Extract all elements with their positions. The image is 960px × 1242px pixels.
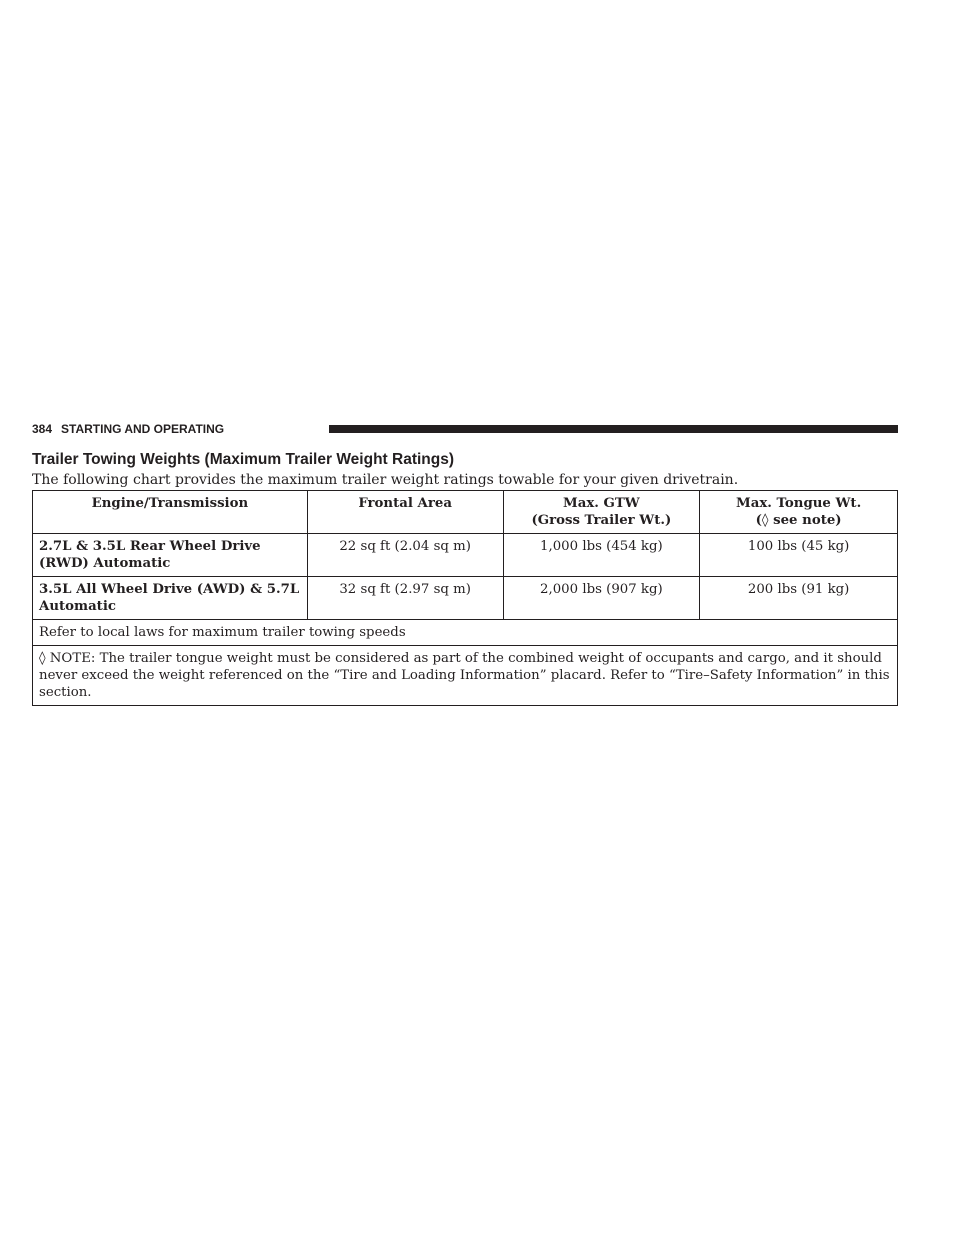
section-name: STARTING AND OPERATING (61, 422, 225, 436)
speed-note: Refer to local laws for maximum trailer towing speeds (33, 620, 898, 646)
max-gtw-cell: 2,000 lbs (907 kg) (503, 577, 700, 620)
footnote-row (33, 646, 898, 706)
column-header-frontal-area: Frontal Area (307, 491, 503, 534)
engine-cell: 3.5L All Wheel Drive (AWD) & 5.7L Automatic (33, 577, 308, 620)
column-header-max-tongue: Max. Tongue Wt. (◊ see note) (700, 491, 898, 534)
frontal-area-cell: 32 sq ft (2.97 sq m) (307, 577, 503, 620)
frontal-area-cell: 22 sq ft (2.04 sq m) (307, 534, 503, 577)
header-rule (329, 425, 898, 433)
speed-note-row (33, 620, 898, 646)
engine-cell: 2.7L & 3.5L Rear Wheel Drive (RWD) Automatic (33, 534, 308, 577)
intro-paragraph: The following chart provides the maximum trailer weight ratings towable for your given drivetrain. (32, 472, 739, 488)
max-tongue-cell: 100 lbs (45 kg) (700, 534, 898, 577)
max-gtw-cell: 1,000 lbs (454 kg) (503, 534, 700, 577)
page-header (32, 421, 898, 437)
table-header-row (33, 491, 898, 534)
column-header-max-gtw: Max. GTW (Gross Trailer Wt.) (503, 491, 700, 534)
column-header-engine: Engine/Transmission (33, 491, 308, 534)
max-tongue-cell: 200 lbs (91 kg) (700, 577, 898, 620)
section-title: Trailer Towing Weights (Maximum Trailer Weight Ratings) (32, 451, 455, 468)
table-row (33, 534, 898, 577)
page-number: 384 (32, 422, 53, 436)
table-row (33, 577, 898, 620)
tongue-weight-footnote: ◊ NOTE: The trailer tongue weight must be considered as part of the combined weight of occupants and cargo, and it should never exceed the weight referenced on the “Tire and Loading Information” placard. Refer to “Tire–Safety Information” in this section. (33, 646, 898, 706)
trailer-weight-table (32, 490, 898, 706)
